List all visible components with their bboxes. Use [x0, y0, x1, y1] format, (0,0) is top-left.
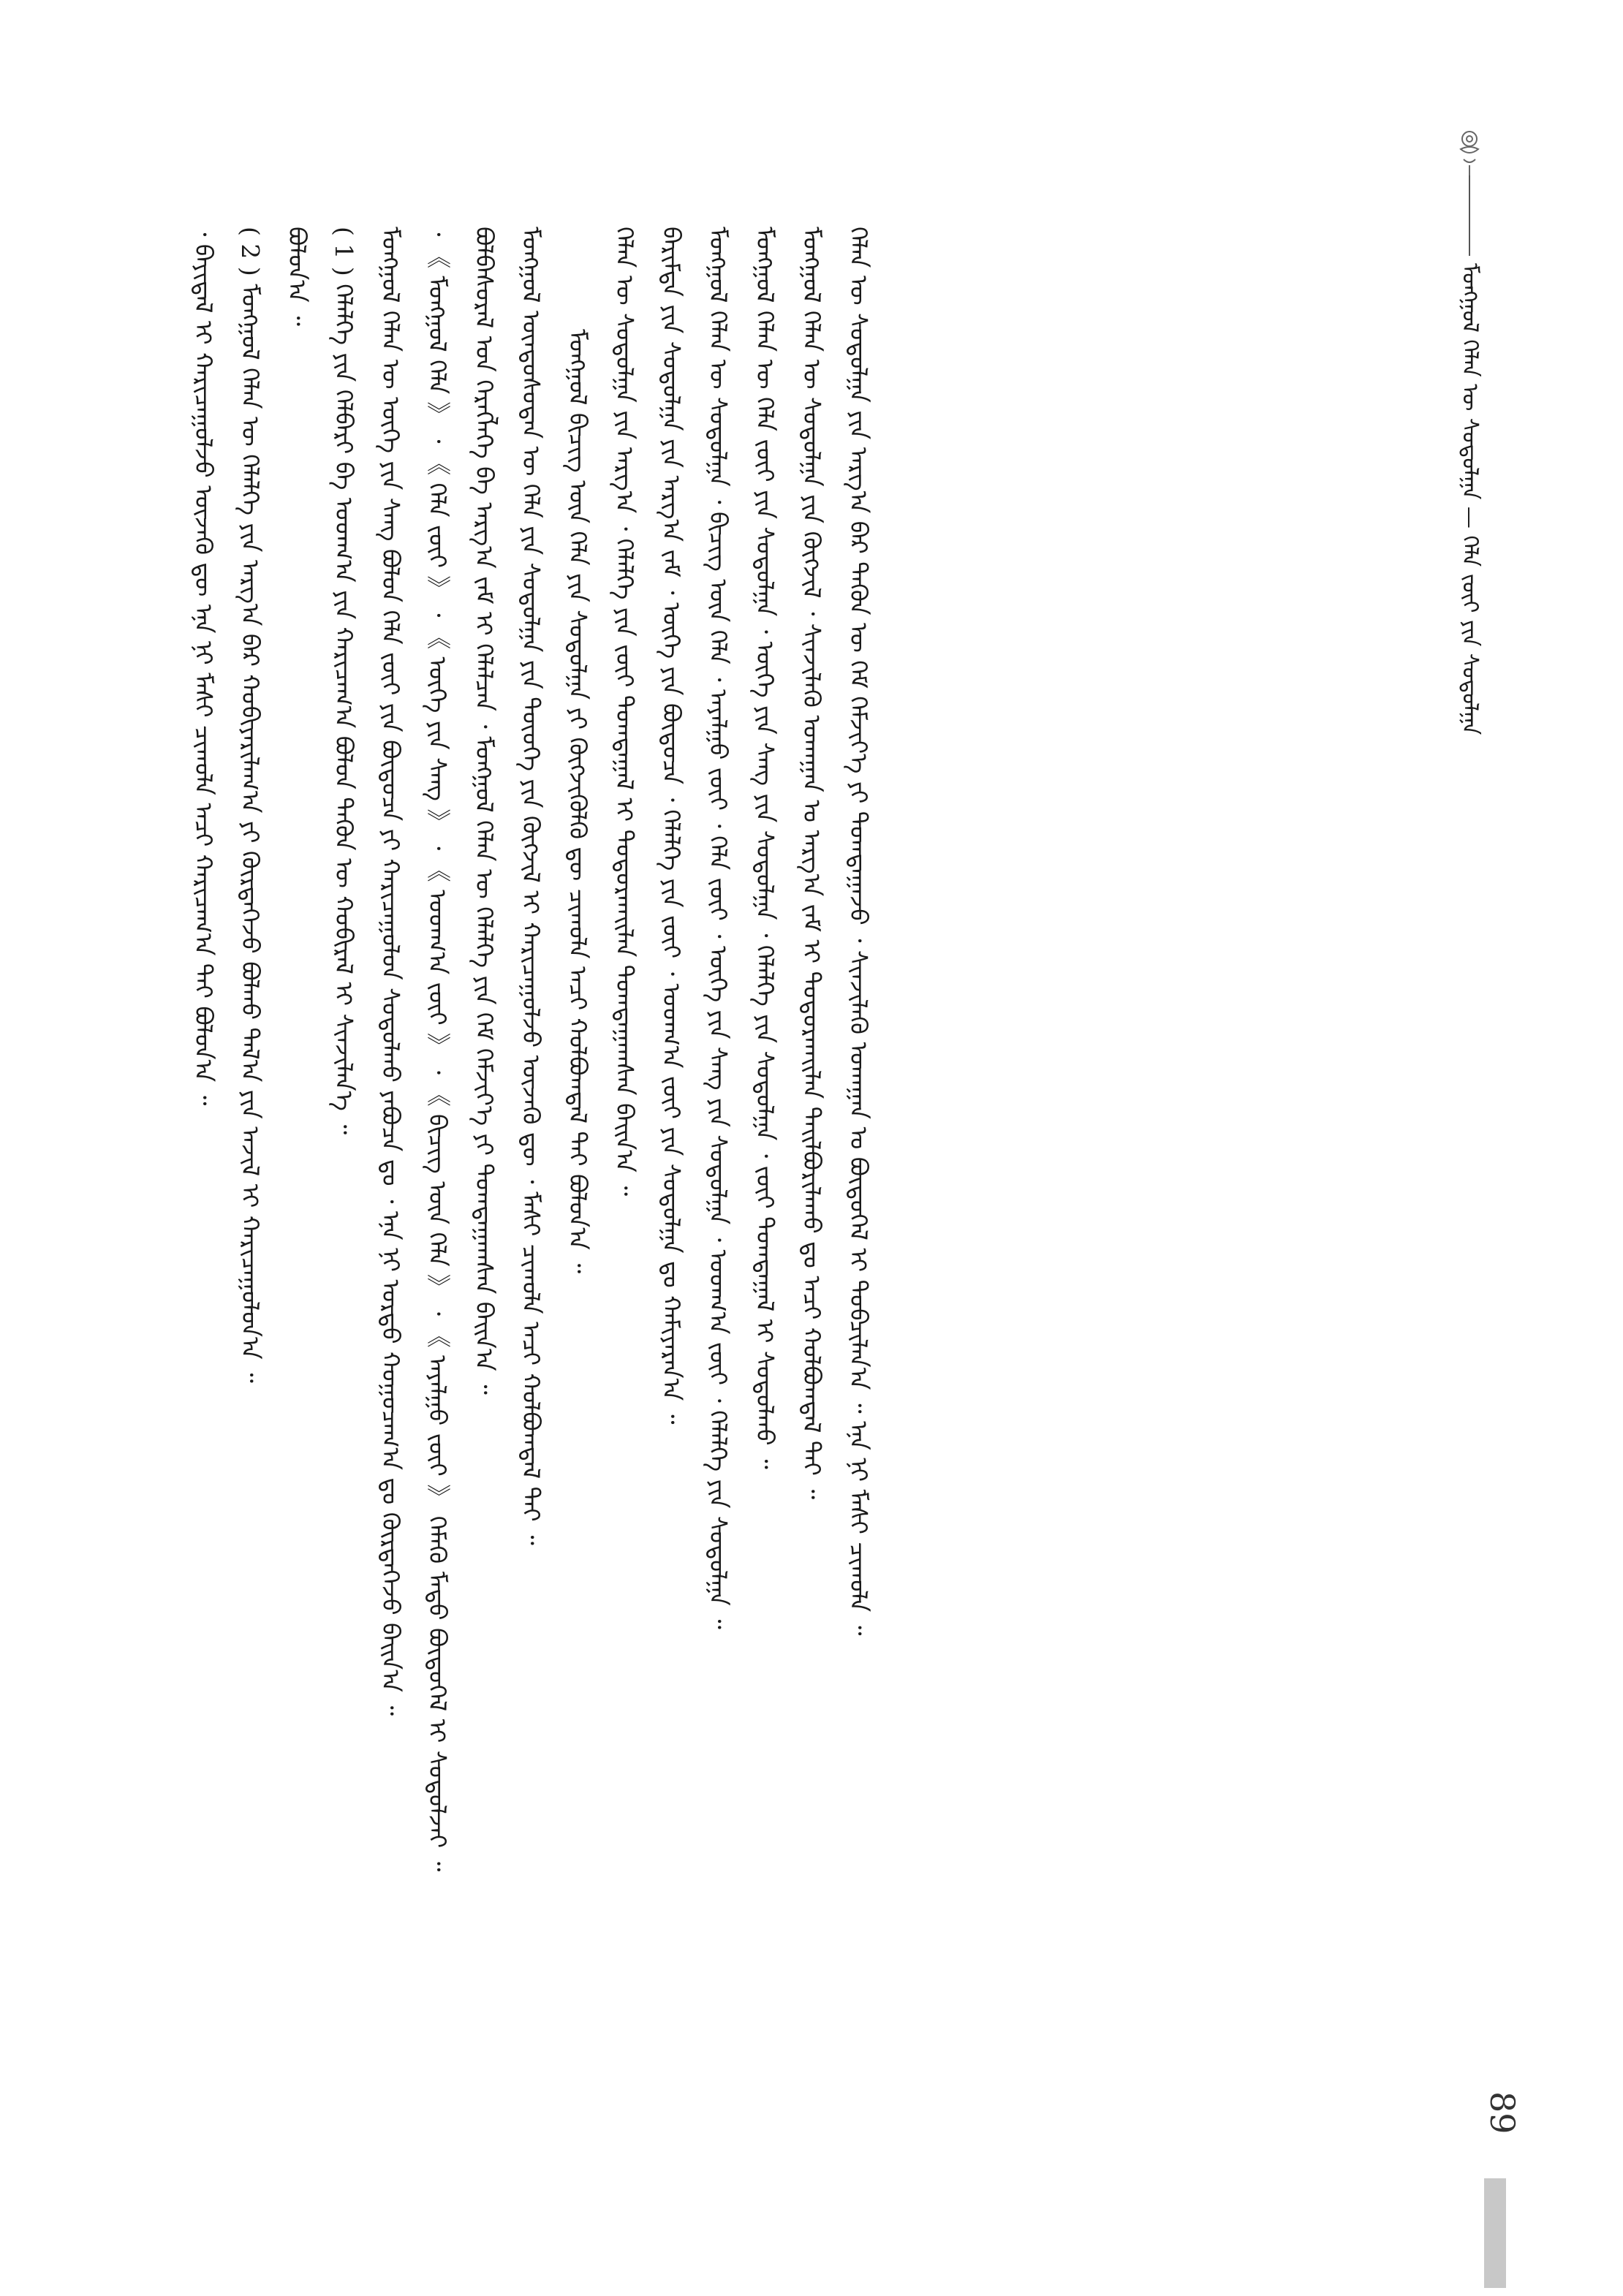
text-column: ( 2 ) ᠮᠣᠩᠭᠣᠯ ᠬᠡᠯᠡᠨ ᠦ ᠬᠡᠯᠡᠯᠭᠡ ᠶᠢᠨ ᠠᠷᠭ᠎ᠠ ᠪᠠᠷ ᠬᠤᠪᠢᠶᠠᠷᠢᠯᠠᠭ᠎ᠠ ᠶᠢ ᠬᠦᠷᠲᠡᠭᠡᠵᠦ ᠪᠣᠯᠬᠤ ᠲᠠᠯ᠎ᠠ ᠶᠢᠨ ᠠᠵᠢᠯ ᠢ ᠬᠠᠷᠢᠴᠠᠭᠤᠯᠤᠨ᠎ᠠ ᠃	[236, 227, 265, 1383]
text-column: ( 1 ) ᠬᠡᠯᠡᠯᠭᠡ ᠶᠢᠨ ᠬᠡᠯᠪᠡᠷᠢ ᠪᠠ ᠤᠳᠬ᠎ᠠ ᠶᠢᠨ ᠬᠠᠷᠢᠴᠠᠭ᠎ᠠ ᠪᠣᠯᠤᠨ ᠲᠡᠭᠦᠨ ᠦ ᠬᠤᠪᠢᠷᠠᠯ ᠢ ᠰᠢᠨᠵᠢᠯᠡᠨ᠎ᠡ ᠃	[330, 227, 358, 1135]
text-column: ᠪᠣᠯᠪᠠᠰᠤᠷᠠᠯ ᠤᠨ ᠬᠡᠷᠡᠭᠯᠡᠭᠡ ᠪᠠ ᠠᠷᠭ᠎ᠠ ᠵᠠᠮ ᠢ ᠬᠡᠯᠡᠯᠴᠡᠨ ᠂ ᠮᠣᠩᠭᠣᠯ ᠬᠡᠯᠡᠨ ᠦ ᠬᠡᠯᠡᠯᠭᠡ ᠶᠢᠨ ᠬᠡᠮ ᠬᠡᠮᠵᠢᠶ᠎ᠡ ᠶᠢ ᠲᠣᠭᠲᠠᠭᠠᠭᠰᠠᠨ ᠪᠠᠢᠨ᠎ᠠ ᠃	[470, 227, 499, 1395]
text-column: ᠮᠣᠩᠭᠣᠯ ᠦᠨᠳᠦᠰᠦᠲᠡᠨ ᠦ ᠬᠡᠯᠡ ᠶᠢᠨ ᠰᠤᠳᠤᠯᠭᠠ ᠶᠢᠨ ᠲᠦᠦᠬᠡ ᠶᠢᠨ ᠬᠥᠭᠵᠢᠯ ᠢ ᠬᠠᠷᠢᠴᠠᠭᠤᠯᠵᠤ ᠦᠵᠡᠬᠦ ᠳᠦ ᠂ ᠮᠠᠰᠢ ᠴᠢᠬᠤᠯᠠ ᠠᠴᠢ ᠬᠤᠯᠪᠤᠭᠳᠠᠯ ᠲᠠᠢ ᠃	[517, 227, 545, 1545]
running-head	[1448, 124, 1491, 753]
running-head-rule	[1469, 175, 1470, 256]
page-number-block	[1462, 2069, 1543, 2288]
body-text	[183, 227, 1294, 2171]
text-column: ᠮᠣᠩᠭᠣᠯ ᠬᠡᠯᠡᠨ ᠦ ᠰᠤᠳᠤᠯᠭᠠ ᠂ ᠪᠢᠴᠢᠭ ᠦᠨ ᠬᠡᠯᠡ ᠂ ᠠᠶᠠᠯᠭᠤ ᠵᠦᠢ ᠂ ᠬᠡᠯᠡ ᠵᠦᠢ ᠂ ᠦᠭᠡ ᠶᠢᠨ ᠰᠠᠩ ᠶᠢᠨ ᠰᠤᠳᠤᠯᠭᠠ ᠂ ᠤᠳᠬ᠎ᠠ ᠵᠦᠢ ᠂ ᠬᠡᠯᠡᠯᠭᠡ ᠶᠢᠨ ᠰᠤᠳᠤᠯᠭᠠ ᠃	[704, 227, 733, 1629]
page-number: 89	[1483, 2091, 1522, 2134]
running-head-title: ᠮᠣᠩᠭᠣᠯ ᠬᠡᠯᠡᠨ ᠦ ᠰᠤᠳᠤᠯᠭᠠ — ᠬᠡᠯᠡ ᠵᠦᠢ ᠶᠢᠨ ᠰᠤᠳᠤᠯᠭᠠ	[1457, 263, 1483, 735]
text-column: ᠮᠣᠩᠭᠣᠯ ᠬᠡᠯᠡᠨ ᠦ ᠬᠡᠯᠡ ᠵᠦᠢ ᠶᠢᠨ ᠰᠤᠳᠤᠯᠭᠠ ᠂ ᠦᠭᠡ ᠶᠢᠨ ᠰᠠᠩ ᠶᠢᠨ ᠰᠤᠳᠤᠯᠭᠠ ᠂ ᠬᠡᠯᠡᠯᠭᠡ ᠶᠢᠨ ᠰᠤᠳᠤᠯᠭᠠ ᠂ ᠵᠦᠢ ᠲᠣᠭᠲᠠᠭᠠᠯ ᠢ ᠰᠤᠳᠤᠯᠬᠤ ᠃	[751, 227, 779, 1469]
text-column: ᠮᠣᠩᠭᠣᠯ ᠪᠢᠴᠢᠭ ᠦᠨ ᠬᠡᠯᠡ ᠶᠢᠨ ᠰᠤᠳᠤᠯᠭᠠ ᠶᠢ ᠬᠥᠭᠵᠢᠭᠦᠯᠬᠦ ᠳᠦ ᠴᠢᠬᠤᠯᠠ ᠠᠴᠢ ᠬᠣᠯᠪᠣᠭᠳᠠᠯ ᠲᠠᠢ ᠪᠣᠯᠤᠨ᠎ᠠ ᠃	[564, 329, 592, 1274]
text-column: ᠮᠣᠩᠭᠣᠯ ᠬᠡᠯᠡᠨ ᠦ ᠰᠤᠳᠤᠯᠭᠠ ᠶᠢᠨ ᠬᠥᠭᠵᠢᠯ ᠂ ᠰᠢᠨᠵᠢᠯᠡᠬᠦ ᠤᠬᠠᠭᠠᠨ ᠤ ᠠᠷᠭ᠎ᠠ ᠵᠠᠮ ᠢ ᠲᠣᠳᠤᠷᠬᠠᠢᠯᠠᠨ ᠲᠠᠢᠯᠪᠤᠷᠢᠯᠠᠬᠤ ᠳᠤ ᠠᠴᠢ ᠬᠣᠯᠪᠣᠭᠳᠠᠯ ᠲᠠᠢ ᠃	[798, 227, 826, 1500]
text-column: ᠮᠣᠩᠭᠣᠯ ᠬᠡᠯᠡᠨ ᠦ ᠦᠭᠡ ᠶᠢᠨ ᠰᠠᠩ ᠪᠣᠯᠤᠨ ᠬᠡᠯᠡ ᠵᠦᠢ ᠶᠢᠨ ᠪᠦᠲᠦᠴᠡ ᠶᠢ ᠬᠠᠷᠢᠴᠠᠭᠤᠯᠤᠨ ᠰᠤᠳᠤᠯᠬᠤ ᠶᠠᠪᠤᠴᠠ ᠳᠤ ᠂ ᠡᠨᠡ ᠨᠢ ᠤᠷᠲᠤ ᠬᠤᠭᠤᠴᠠᠭ᠎ᠠ ᠳᠤ ᠬᠦᠷᠲᠡᠭᠡᠵᠦ ᠪᠠᠢᠨ᠎ᠠ ᠃	[377, 227, 405, 1716]
text-column: ᠬᠡᠯᠡᠨ ᠦ ᠰᠤᠳᠤᠯᠭᠠ ᠶᠢᠨ ᠠᠷᠭ᠎ᠠ ᠂ ᠬᠡᠯᠡᠯᠭᠡ ᠶᠢᠨ ᠵᠦᠢ ᠲᠣᠭᠲᠠᠭᠠᠯ ᠢ ᠲᠣᠳᠤᠷᠬᠠᠢᠯᠠᠨ ᠲᠣᠭᠲᠠᠭᠠᠭᠰᠠᠨ ᠪᠠᠢᠨ᠎ᠠ ᠃	[610, 227, 639, 1197]
text-column: ᠂ 《 ᠮᠣᠩᠭᠣᠯ ᠬᠡᠯᠡ 》 ᠂ 《 ᠬᠡᠯᠡ ᠵᠦᠢ 》 ᠂ 《 ᠦᠭᠡ ᠶᠢᠨ ᠰᠠᠩ 》 ᠂ 《 ᠤᠳᠬ᠎ᠠ ᠵᠦᠢ 》 ᠂ 《 ᠪᠢᠴᠢᠭ ᠦᠨ ᠬᠡᠯᠡ 》 ᠂ 《 ᠠᠶᠠᠯᠭᠤ ᠵᠦᠢ 》 ᠬᠡᠮᠡᠬᠦ ᠮᠡᠲᠦ ᠪᠦᠲᠦᠭᠡᠯ ᠢ ᠰᠤᠳᠤᠯᠵᠠᠢ ᠃	[423, 227, 452, 1872]
text-column: ᠪᠠᠷᠢᠮᠲᠠ ᠶᠢᠨ ᠰᠤᠳᠤᠯᠭᠠ ᠶᠢᠨ ᠠᠷᠭ᠎ᠠ ᠵᠠᠮ ᠂ ᠦᠭᠡ ᠶᠢᠨ ᠪᠦᠲᠦᠴᠡ ᠂ ᠬᠡᠯᠡᠯᠭᠡ ᠶᠢᠨ ᠵᠦᠢ ᠂ ᠤᠳᠬ᠎ᠠ ᠵᠦᠢ ᠶᠢᠨ ᠰᠤᠳᠤᠯᠭᠠ ᠳᠤ ᠬᠠᠮᠢᠶᠠᠷᠠᠨ᠎ᠠ ᠃	[657, 227, 686, 1425]
ornament-icon	[1448, 124, 1491, 175]
text-column: ᠬᠡᠯᠡᠨ ᠦ ᠰᠤᠳᠤᠯᠭᠠ ᠶᠢᠨ ᠠᠷᠭ᠎ᠠ ᠪᠠᠷ ᠲᠡᠭᠦᠨ ᠦ ᠬᠡᠮ ᠬᠡᠮᠵᠢᠶ᠎ᠡ ᠶᠢ ᠲᠣᠭᠲᠠᠭᠠᠵᠤ ᠂ ᠰᠢᠨᠵᠢᠯᠡᠬᠦ ᠤᠬᠠᠭᠠᠨ ᠤ ᠪᠦᠲᠦᠭᠡᠯ ᠢ ᠲᠣᠪᠴᠢᠯᠠᠨ᠎ᠠ ᠃ ᠡᠨᠡ ᠨᠢ ᠮᠠᠰᠢ ᠴᠢᠬᠤᠯᠠ ᠃	[844, 227, 873, 1636]
page-edge-bar	[1484, 2178, 1506, 2288]
text-column: ᠪᠣᠯᠤᠨ᠎ᠠ ᠃	[283, 227, 311, 327]
text-column: ᠂ ᠪᠠᠶᠢᠳᠠᠯ ᠢ ᠬᠠᠷᠢᠴᠠᠭᠤᠯᠵᠤ ᠦᠵᠡᠬᠦ ᠳᠦ ᠡᠨᠡ ᠨᠢ ᠮᠠᠰᠢ ᠴᠢᠬᠤᠯᠠ ᠠᠴᠢ ᠬᠠᠷᠢᠴᠠᠭ᠎ᠠ ᠲᠠᠢ ᠪᠣᠯᠤᠨ᠎ᠠ ᠃	[189, 227, 218, 1106]
